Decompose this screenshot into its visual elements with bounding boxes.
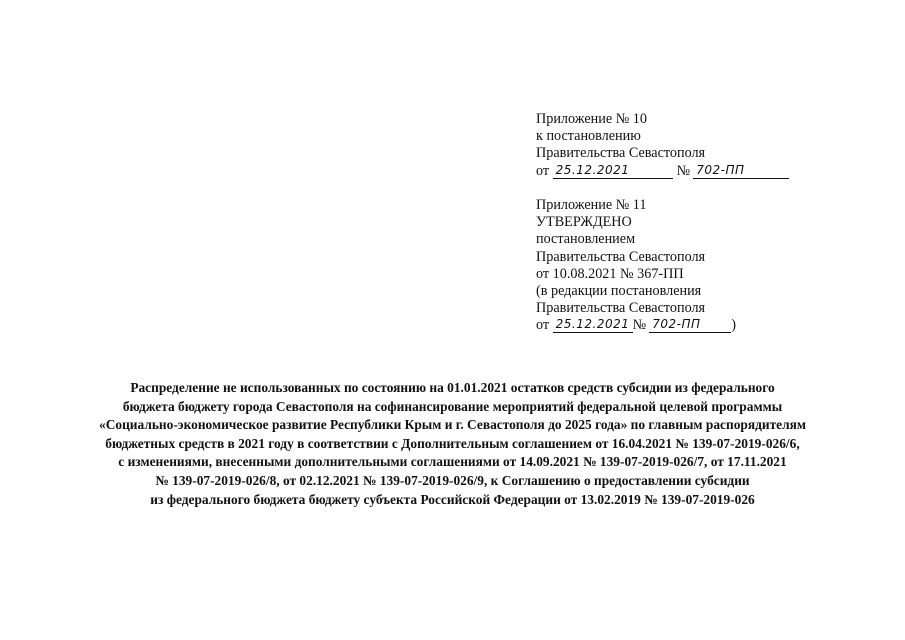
appendix-10-header [536, 111, 789, 180]
title-line: «Социально-экономическое развитие Республики Крым и г. Севастополя до 2025 года» по главным распорядителям [99, 417, 806, 433]
appendix-11-number-label: № [632, 317, 647, 334]
appendix-11-number-field [649, 317, 731, 333]
appendix-10-government: Правительства Севастополя [536, 145, 706, 162]
appendix-11-government: Правительства Севастополя [536, 248, 706, 265]
appendix-11-date-handwritten: 25.12.2021 [555, 317, 630, 332]
revision-note: (в редакции постановления [536, 282, 702, 299]
document-title [0, 379, 905, 509]
title-line: Распределение не использованных по состоянию на 01.01.2021 остатков средств субсидии из федерального [130, 380, 775, 395]
appendix-10-number-handwritten: 702-ПП [696, 162, 745, 177]
appendix-11-date-field [553, 317, 633, 333]
appendix-10-number-field [693, 163, 789, 179]
title-line: с изменениями, внесенными дополнительными соглашениями от 14.09.2021 № 139-07-2019-026/7, от 17.11.2021 [118, 454, 787, 470]
appendix-10-title: Приложение № 10 [536, 111, 647, 127]
appendix-10-from-label: от [536, 162, 550, 179]
appendix-10-date-field [553, 163, 673, 179]
appendix-10-number-label: № [676, 162, 691, 179]
revision-government: Правительства Севастополя [536, 300, 706, 317]
appendix-10-date-handwritten: 25.12.2021 [555, 162, 630, 177]
appendix-11-by-resolution: постановлением [536, 231, 636, 248]
appendix-11-date-number-line [536, 317, 736, 334]
title-line: № 139-07-2019-026/8, от 02.12.2021 № 139-07-2019-026/9, к Соглашению о предоставлении субсидии [155, 472, 750, 488]
appendix-10-date-number-line [536, 163, 789, 180]
appendix-11-closing-paren: ) [731, 317, 736, 334]
title-line: бюджетных средств в 2021 году в соответствии с Дополнительным соглашением от 16.04.2021 № 139-07-2019-026/6, [105, 435, 800, 451]
appendix-11-title: Приложение № 11 [536, 197, 647, 213]
appendix-11-number-handwritten: 702-ПП [652, 317, 701, 332]
title-line: бюджета бюджету города Севастополя на софинансирование мероприятий федеральной целевой программы [122, 398, 783, 414]
appendix-10-to-resolution: к постановлению [536, 128, 641, 145]
appendix-11-from-label: от [536, 317, 550, 334]
title-line: из федерального бюджета бюджету субъекта Российской Федерации от 13.02.2019 № 139-07-2019-026 [150, 491, 755, 507]
original-resolution-ref: от 10.08.2021 № 367-ПП [536, 265, 684, 282]
approved-label: УТВЕРЖДЕНО [536, 214, 632, 231]
appendix-11-header [536, 197, 736, 335]
